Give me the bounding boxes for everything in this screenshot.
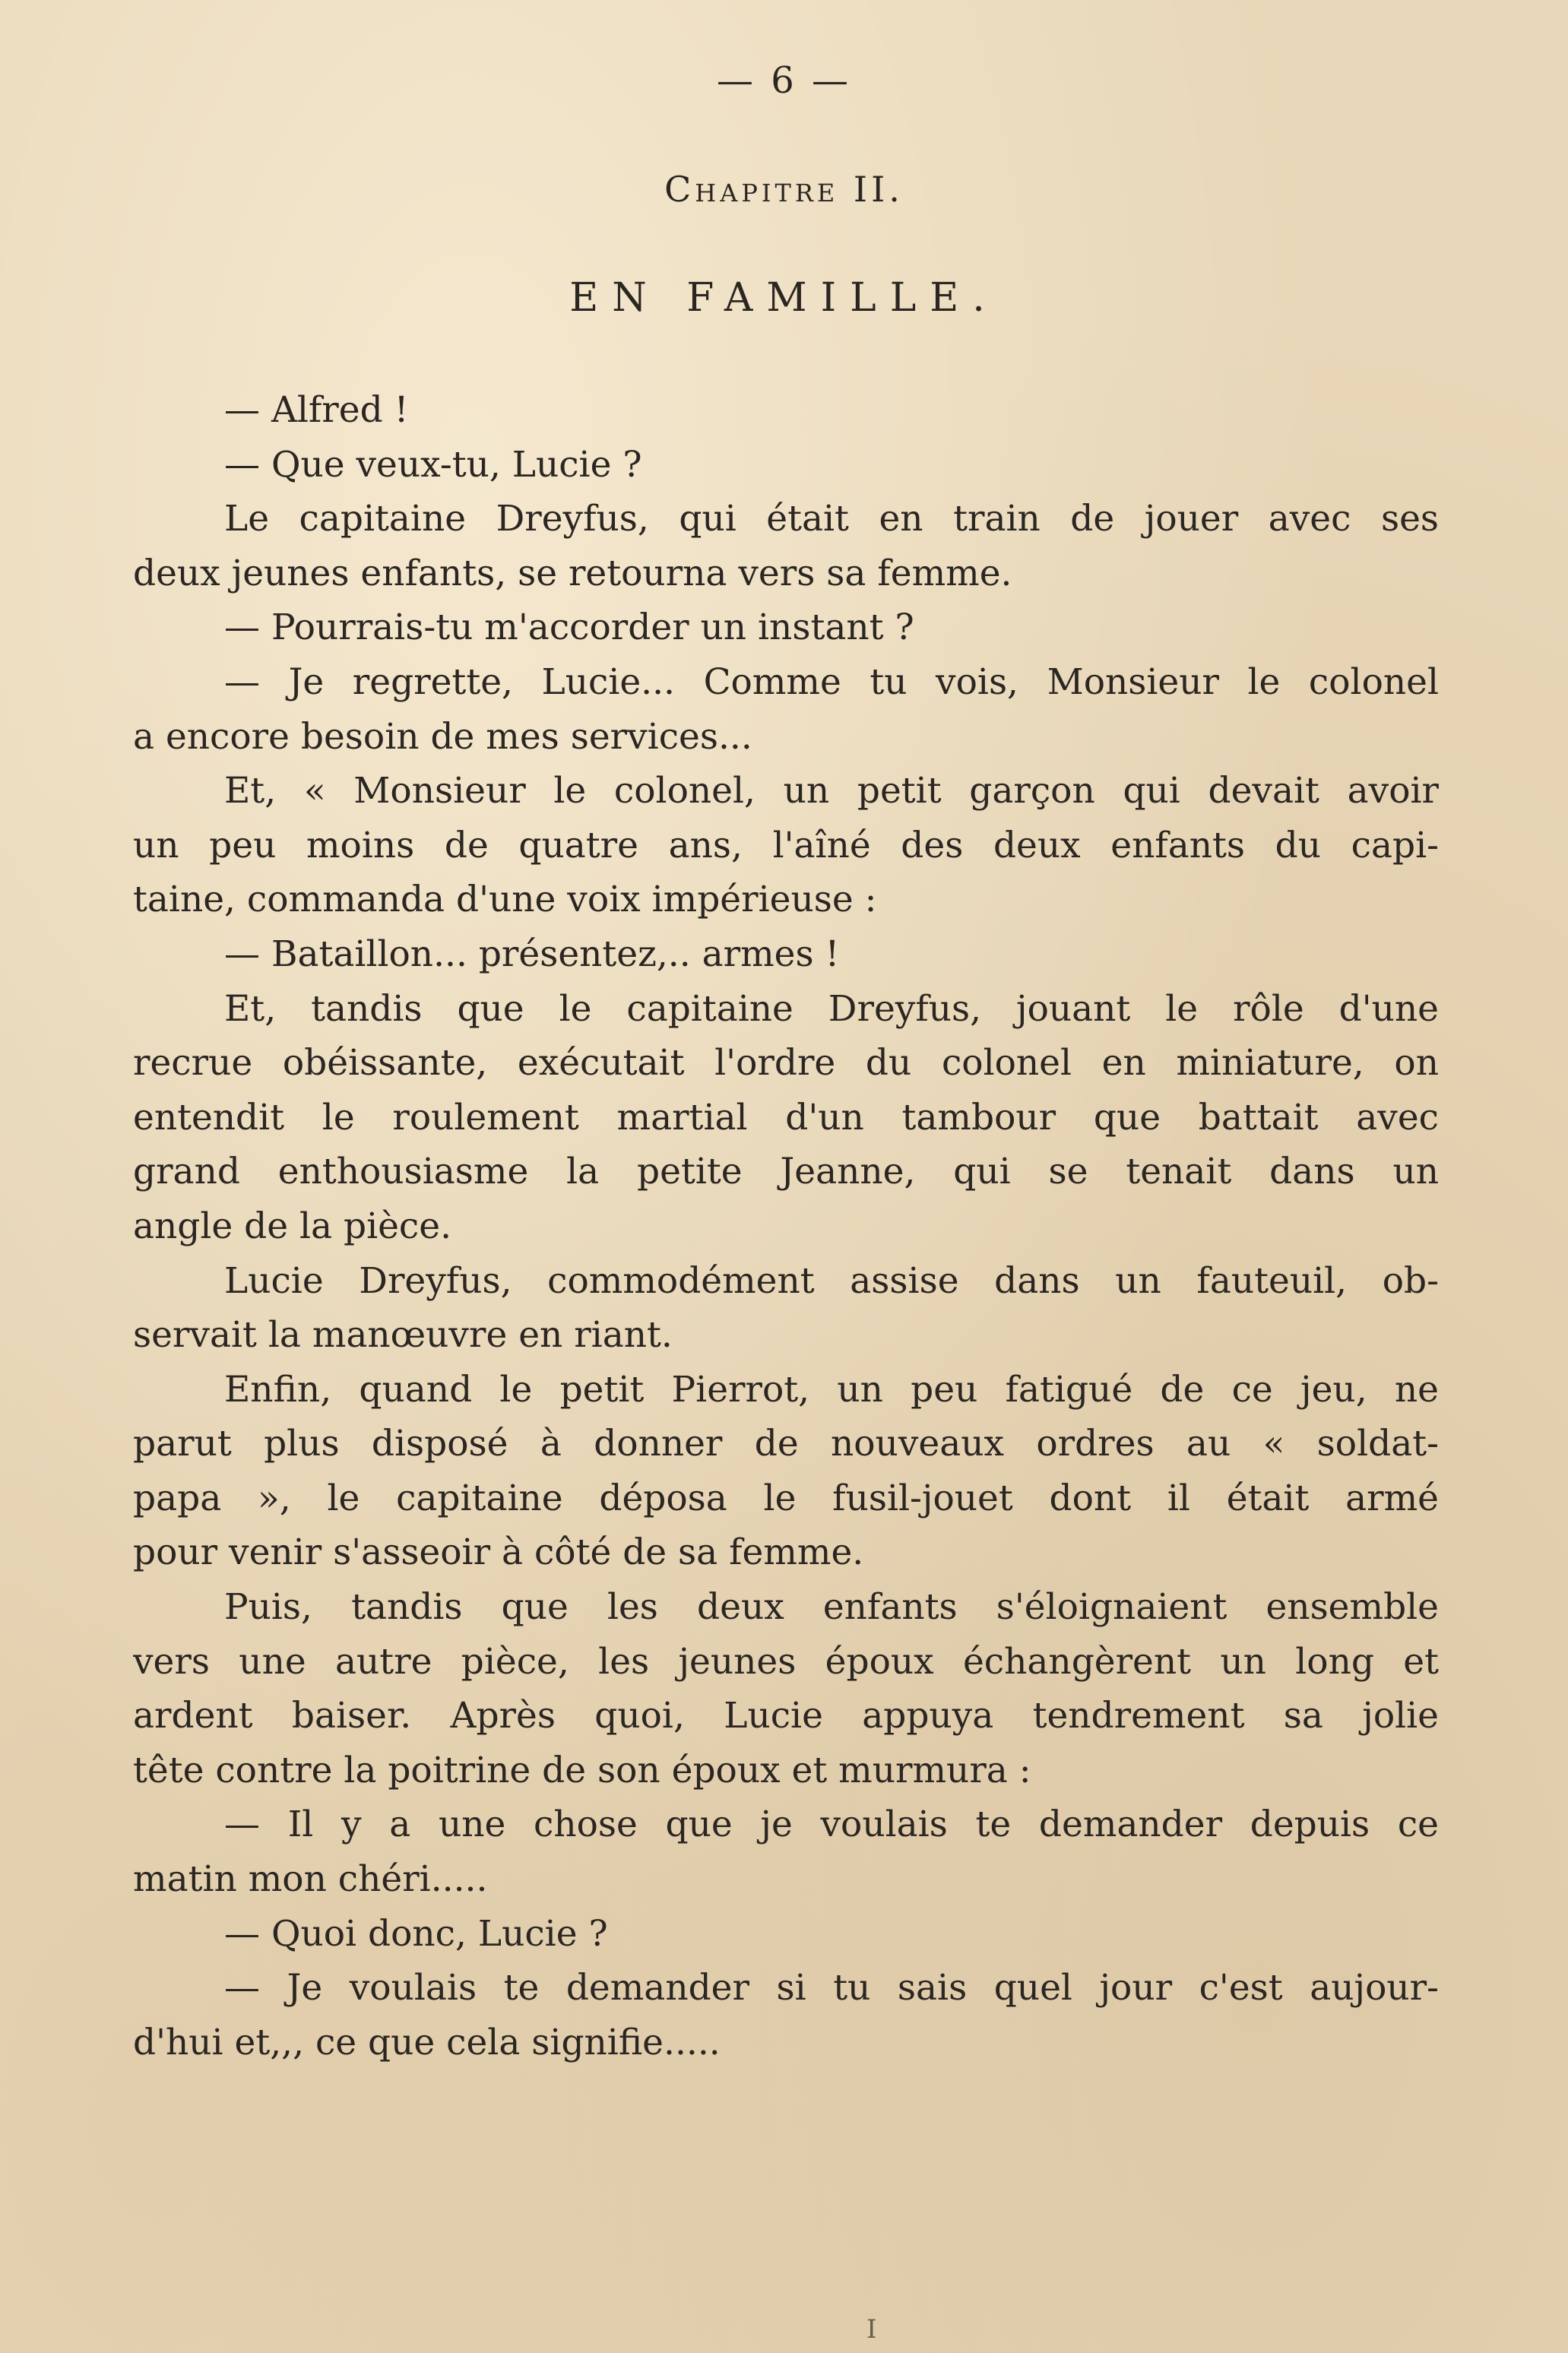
text-line: Lucie Dreyfus, commodément assise dans un fauteuil, ob- [224, 1259, 1439, 1302]
text-line: — Bataillon... présentez,.. armes ! [224, 933, 840, 975]
text-line: angle de la pièce. [133, 1205, 452, 1247]
text-line: pour venir s'asseoir à côté de sa femme. [133, 1531, 864, 1574]
text-line: matin mon chéri..... [133, 1858, 488, 1901]
text-line: ardent baiser. Après quoi, Lucie appuya tendrement sa jolie [133, 1695, 1439, 1737]
text-line: servait la manœuvre en riant. [133, 1314, 673, 1357]
text-line: grand enthousiasme la petite Jeanne, qui se tenait dans un [133, 1151, 1439, 1193]
text-line: taine, commanda d'une voix impérieuse : [133, 879, 877, 921]
text-line: — Alfred ! [224, 389, 409, 431]
text-line: entendit le roulement martial d'un tambour que battait avec [133, 1096, 1439, 1138]
text-line: papa », le capitaine déposa le fusil-jouet dont il était armé [133, 1477, 1439, 1519]
text-line: Enfin, quand le petit Pierrot, un peu fatigué de ce jeu, ne [224, 1368, 1439, 1411]
text-line: d'hui et,,, ce que cela signifie..... [133, 2021, 721, 2063]
text-line: Et, « Monsieur le colonel, un petit garçon qui devait avoir [224, 770, 1439, 812]
chapter-heading: Chapitre II. [664, 169, 904, 210]
text-line: — Quoi donc, Lucie ? [224, 1912, 608, 1955]
text-line: — Que veux-tu, Lucie ? [224, 443, 642, 486]
text-line: — Pourrais-tu m'accorder un instant ? [224, 606, 914, 649]
text-line: tête contre la poitrine de son époux et murmura : [133, 1749, 1031, 1791]
text-line: parut plus disposé à donner de nouveaux ordres au « soldat- [133, 1423, 1439, 1465]
text-line: vers une autre pièce, les jeunes époux échangèrent un long et [133, 1640, 1439, 1683]
text-line: — Il y a une chose que je voulais te demander depuis ce [224, 1804, 1439, 1846]
body-text [133, 383, 1439, 2070]
page-number: — 6 — [716, 59, 852, 102]
text-line: deux jeunes enfants, se retourna vers sa femme. [133, 552, 1012, 594]
text-line: recrue obéissante, exécutait l'ordre du colonel en miniature, on [133, 1042, 1439, 1085]
text-line: un peu moins de quatre ans, l'aîné des deux enfants du capi- [133, 824, 1439, 866]
text-line: — Je voulais te demander si tu sais quel jour c'est aujour- [224, 1967, 1439, 2009]
footer-mark: I [866, 2314, 877, 2345]
text-line: Puis, tandis que les deux enfants s'éloignaient ensemble [224, 1586, 1439, 1629]
text-line: a encore besoin de mes services... [133, 715, 752, 758]
text-line: — Je regrette, Lucie... Comme tu vois, Monsieur le colonel [224, 660, 1439, 703]
text-line: Le capitaine Dreyfus, qui était en train de jouer avec ses [224, 498, 1439, 540]
text-line: Et, tandis que le capitaine Dreyfus, jouant le rôle d'une [224, 987, 1439, 1030]
chapter-title: EN FAMILLE. [569, 275, 999, 321]
